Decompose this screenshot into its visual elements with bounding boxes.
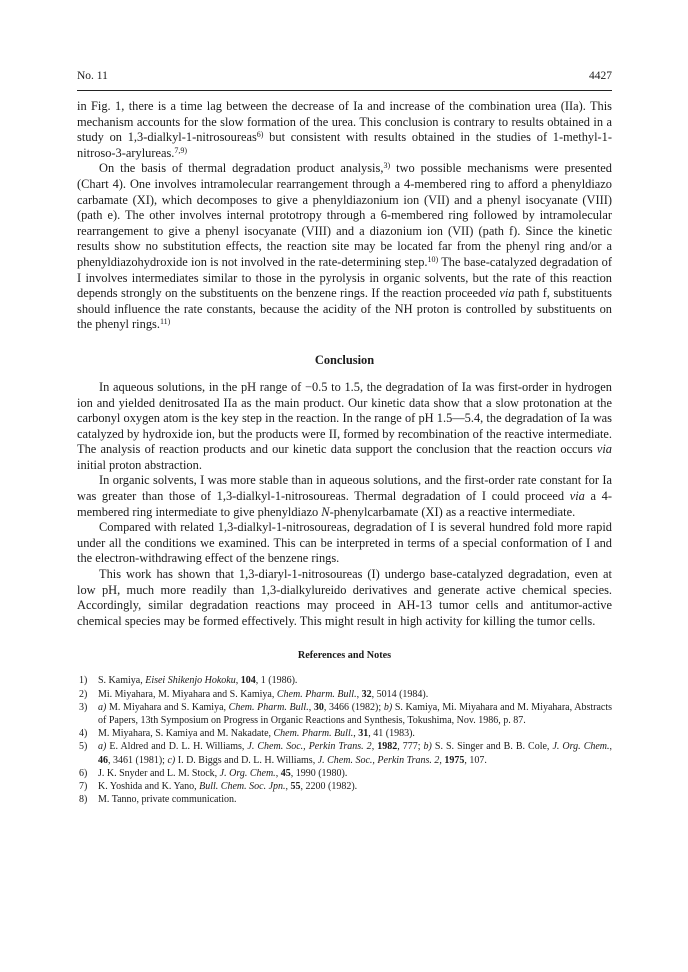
- reference-item: 4) M. Miyahara, S. Kamiya and M. Nakadate, Chem. Pharm. Bull., 31, 41 (1983).: [79, 728, 415, 740]
- paragraph-organic: In organic solvents, I was more stable than in aqueous solutions, and the first-order rate constant for Ia was greater than those of 1,3-dialkyl-1-nitrosoureas. Thermal degradation of I could proceed via a 4-membered ring intermediate to give phenyldiazo N-phenylcarbamate (XI) as a reactive intermediate.: [77, 473, 612, 519]
- paragraph-mechanism: On the basis of thermal degradation product analysis,$^{3)}$ two possible mechanisms were presented (Chart 4). One involves intramolecular rearrangement through a 4-membered ring to afford a phenyldiazo carbamate (XI), which decomposes to give a phenyldiazonium ion (VII) and a phenyl isocyanate (VIII) (path e). The other involves internal prototropy through a 6-membered ring followed by intramolecular rearrangement to give a phenyl isocyanate (VIII) and a diazonium ion (VII) (path f). Since the kinetic results show no substitution effects, the reaction site may be located far from the phenyl ring and/or a phenyldiazohydroxide ion is not involved in the rate-determining step.$^{10)}$ The base-catalyzed degradation of I involves intermediates similar to those in the pyrolysis in organic solvents, but the rate of this reaction depends strongly on the substituents on the benzene rings. If the reaction proceeded via path f, substituents should influence the rate constants, because the acidity of the NH proton is controlled by substituents on the phenyl rings.$^{11)}$: [77, 161, 612, 332]
- conclusion-heading: Conclusion: [314, 352, 375, 367]
- article-body: [77, 99, 612, 806]
- reference-item: 1) S. Kamiya, Eisei Shikenjo Hokoku, 104, 1 (1986).: [79, 675, 298, 687]
- reference-item: 7) K. Yoshida and K. Yano, Bull. Chem. Soc. Jpn., 55, 2200 (1982).: [79, 781, 358, 793]
- running-header: [77, 70, 612, 92]
- reference-item: 3) a) M. Miyahara and S. Kamiya, Chem. Pharm. Bull., 30, 3466 (1982); b) S. Kamiya, Mi. Miyahara and M. Miyahara, Abstracts of Papers, 13th Symposium on Progress in Organic Reactions and Synthesis, Tokushima, Nov. 1986, p. 87.: [79, 701, 612, 727]
- paragraph-continued: in Fig. 1, there is a time lag between the decrease of Ia and increase of the combination urea (IIa). This mechanism accounts for the slow formation of the urea. This conclusion is contrary to results obtained in a study on 1,3-dialkyl-1-nitrosoureas$^{6)}$ but consistent with results obtained in the studies of 1-methyl-1-nitroso-3-arylureas.$^{7,9)}$: [77, 99, 612, 160]
- issue-number: No. 11: [77, 70, 108, 82]
- citation: 7,9): [174, 145, 188, 155]
- reference-item: 6) J. K. Snyder and L. M. Stock, J. Org. Chem., 45, 1990 (1980).: [79, 767, 348, 779]
- reference-list: [77, 674, 612, 806]
- citation: 6): [256, 130, 264, 140]
- paragraph-aqueous: In aqueous solutions, in the pH range of −0.5 to 1.5, the degradation of Ia was first-order in hydrogen ion and yielded denitrosated IIa as the main product. Our kinetic data show that a slow protonation at the carbonyl oxygen atom is the key step in the reaction. In the range of pH 1.5—5.4, the degradation of Ia was catalyzed by hydroxide ion, but the products were II, formed by recombination of the reactive intermediate. The analysis of reaction products and our kinetic data support the conclusion that the reaction occurs via initial proton abstraction.: [77, 379, 612, 472]
- citation: 11): [159, 317, 171, 327]
- reference-item: 5) a) E. Aldred and D. L. H. Williams, J. Chem. Soc., Perkin Trans. 2, 1982, 777; b) S. S. Singer and B. B. Cole, J. Org. Chem., 46, 3461 (1981); c) I. D. Biggs and D. L. H. Williams, J. Chem. Soc., Perkin Trans. 2, 1975, 107.: [79, 741, 613, 766]
- paragraph-comparison: Compared with related 1,3-dialkyl-1-nitrosoureas, degradation of I is several hundred fold more rapid under all the conditions we examined. This can be interpreted in terms of a special conformation of I and the electron-withdrawing effect of the benzene rings.: [77, 520, 612, 566]
- header-rule: [77, 90, 612, 91]
- paragraph-summary: This work has shown that 1,3-diaryl-1-nitrosoureas (I) undergo base-catalyzed degradation, even at low pH, much more readily than 1,3-dialkylureido derivatives and generate active chemical species. Accordingly, similar degradation reactions may proceed in AH-13 tumor cells and antitumor-active chemical species may be formed effectively. This might result in high activity for killing the tumor cells.: [77, 567, 612, 628]
- page-number: 4427: [589, 70, 612, 82]
- reference-item: 2) Mi. Miyahara, M. Miyahara and S. Kamiya, Chem. Pharm. Bull., 32, 5014 (1984).: [79, 688, 429, 700]
- reference-item: 8) M. Tanno, private communication.: [79, 794, 237, 806]
- citation: 10): [427, 254, 439, 264]
- references-heading: References and Notes: [297, 650, 392, 662]
- citation: 3): [383, 161, 391, 171]
